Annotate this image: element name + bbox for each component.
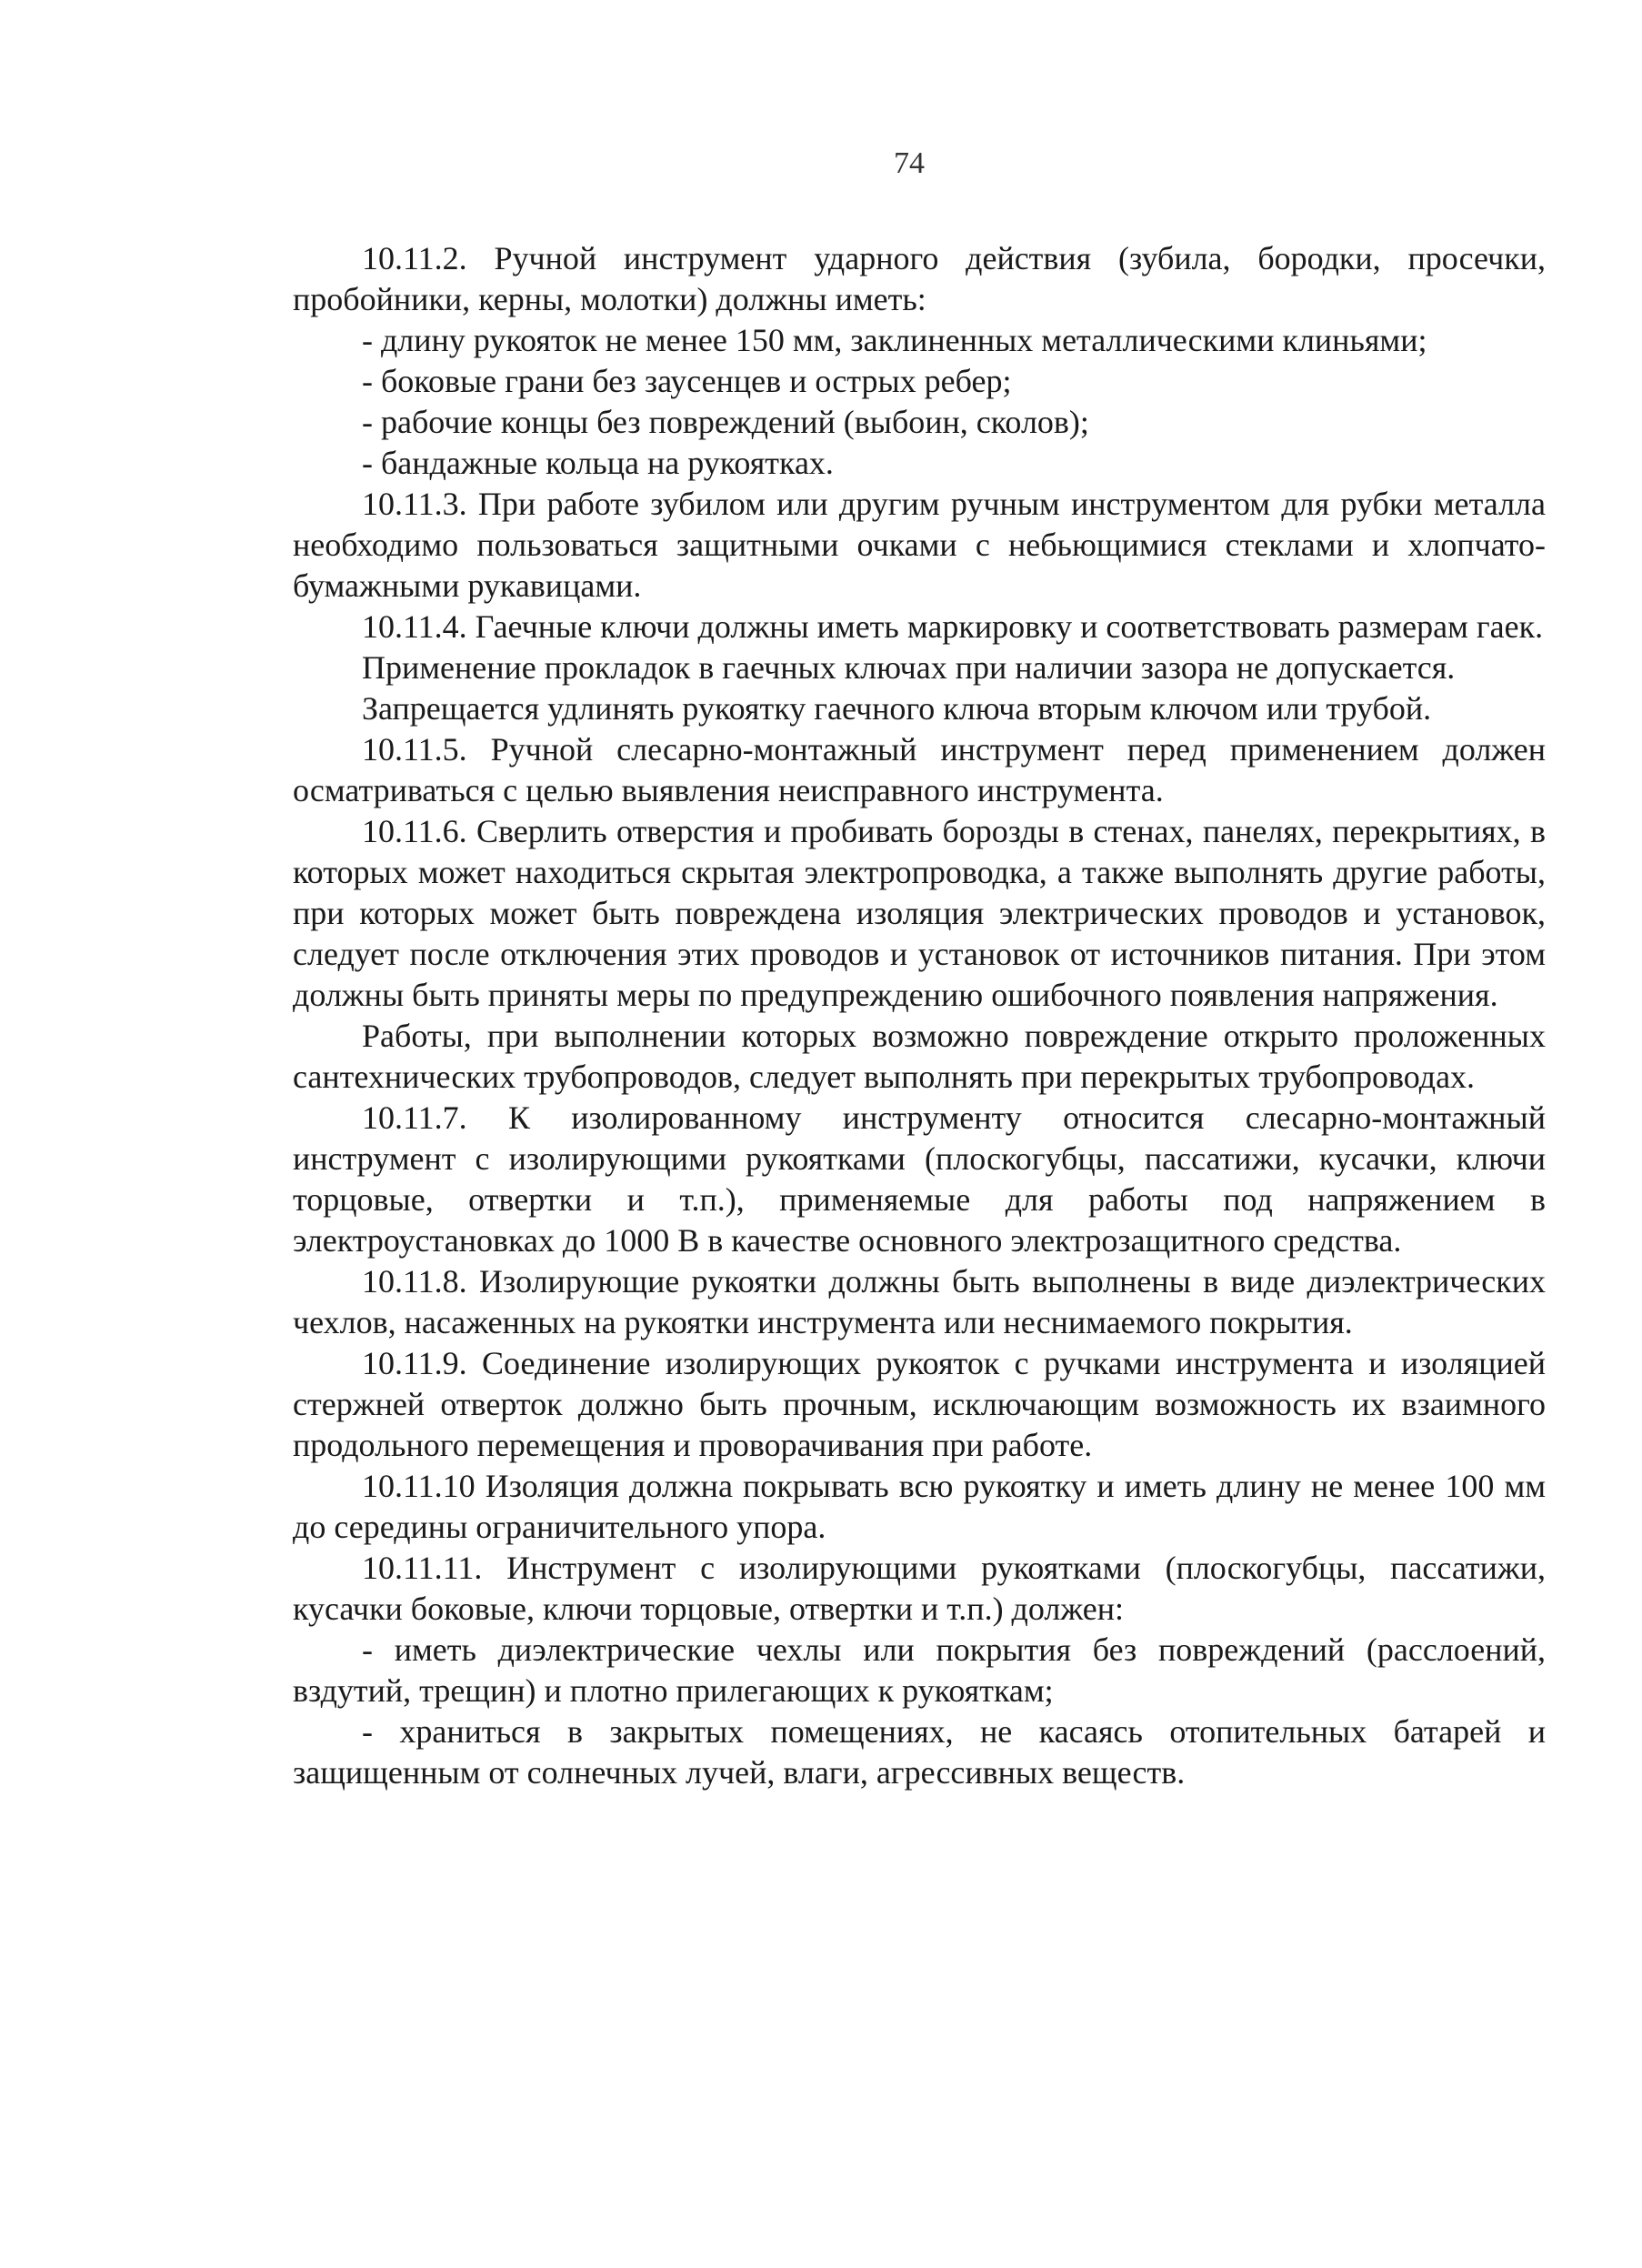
paragraph: 10.11.5. Ручной слесарно-монтажный инструмент перед применением должен осматриваться с целью выявления неисправного инструмента. [293,731,1546,808]
list-item: - бандажные кольца на рукоятках. [362,445,834,481]
paragraph: 10.11.9. Соединение изолирующих рукояток с ручками инструмента и изоляцией стержней отверток должно быть прочным, исключающим возможность их взаимного продольного перемещения и проворачивания при работе. [293,1345,1546,1463]
paragraph: 10.11.7. К изолированному инструменту относится слесарно-монтажный инструмент с изолирующими рукоятками (плоскогубцы, пассатижи, кусачки, ключи торцовые, отвертки и т.п.), применяемые для работы под напряжением в электроустановках до 1000 В в качестве основного электрозащитного средства. [293,1099,1546,1259]
list-item: - длину рукояток не менее 150 мм, заклиненных металлическими клиньями; [362,322,1427,358]
paragraph: 10.11.2. Ручной инструмент ударного действия (зубила, бородки, просечки, пробойники, керны, молотки) должны иметь: [293,240,1546,317]
paragraph: 10.11.11. Инструмент с изолирующими рукоятками (плоскогубцы, пассатижи, кусачки боковые, ключи торцовые, отвертки и т.п.) должен: [293,1550,1546,1627]
paragraph: 10.11.4. Гаечные ключи должны иметь маркировку и соответствовать размерам гаек. [362,608,1544,645]
paragraph: 10.11.3. При работе зубилом или другим ручным инструментом для рубки металла необходимо пользоваться защитными очками с небьющимися стеклами и хлопчато-бумажными рукавицами. [293,486,1546,604]
page-number: 74 [894,146,925,180]
paragraph: Применение прокладок в гаечных ключах при наличии зазора не допускается. [362,649,1456,686]
list-item: - храниться в закрытых помещениях, не касаясь отопительных батарей и защищенным от солнечных лучей, влаги, агрессивных веществ. [293,1713,1546,1791]
list-item: - рабочие концы без повреждений (выбоин, сколов); [362,404,1089,440]
paragraph: 10.11.8. Изолирующие рукоятки должны быть выполнены в виде диэлектрических чехлов, насаженных на рукоятки инструмента или неснимаемого покрытия. [293,1263,1546,1340]
document-body [293,238,1546,1793]
list-item: - боковые грани без заусенцев и острых ребер; [362,363,1012,399]
paragraph: Запрещается удлинять рукоятку гаечного ключа вторым ключом или трубой. [362,690,1432,727]
paragraph: 10.11.10 Изоляция должна покрывать всю рукоятку и иметь длину не менее 100 мм до середины ограничительного упора. [293,1468,1546,1545]
paragraph: Работы, при выполнении которых возможно повреждение открыто проложенных сантехнических трубопроводов, следует выполнять при перекрытых трубопроводах. [293,1018,1546,1095]
list-item: - иметь диэлектрические чехлы или покрытия без повреждений (расслоений, вздутий, трещин) и плотно прилегающих к рукояткам; [293,1631,1546,1709]
paragraph: 10.11.6. Сверлить отверстия и пробивать борозды в стенах, панелях, перекрытиях, в которых может находиться скрытая электропроводка, а также выполнять другие работы, при которых может быть повреждена изоляция электрических проводов и установок, следует после отключения этих проводов и установок от источников питания. При этом должны быть приняты меры по предупреждению ошибочного появления напряжения. [293,813,1546,1013]
